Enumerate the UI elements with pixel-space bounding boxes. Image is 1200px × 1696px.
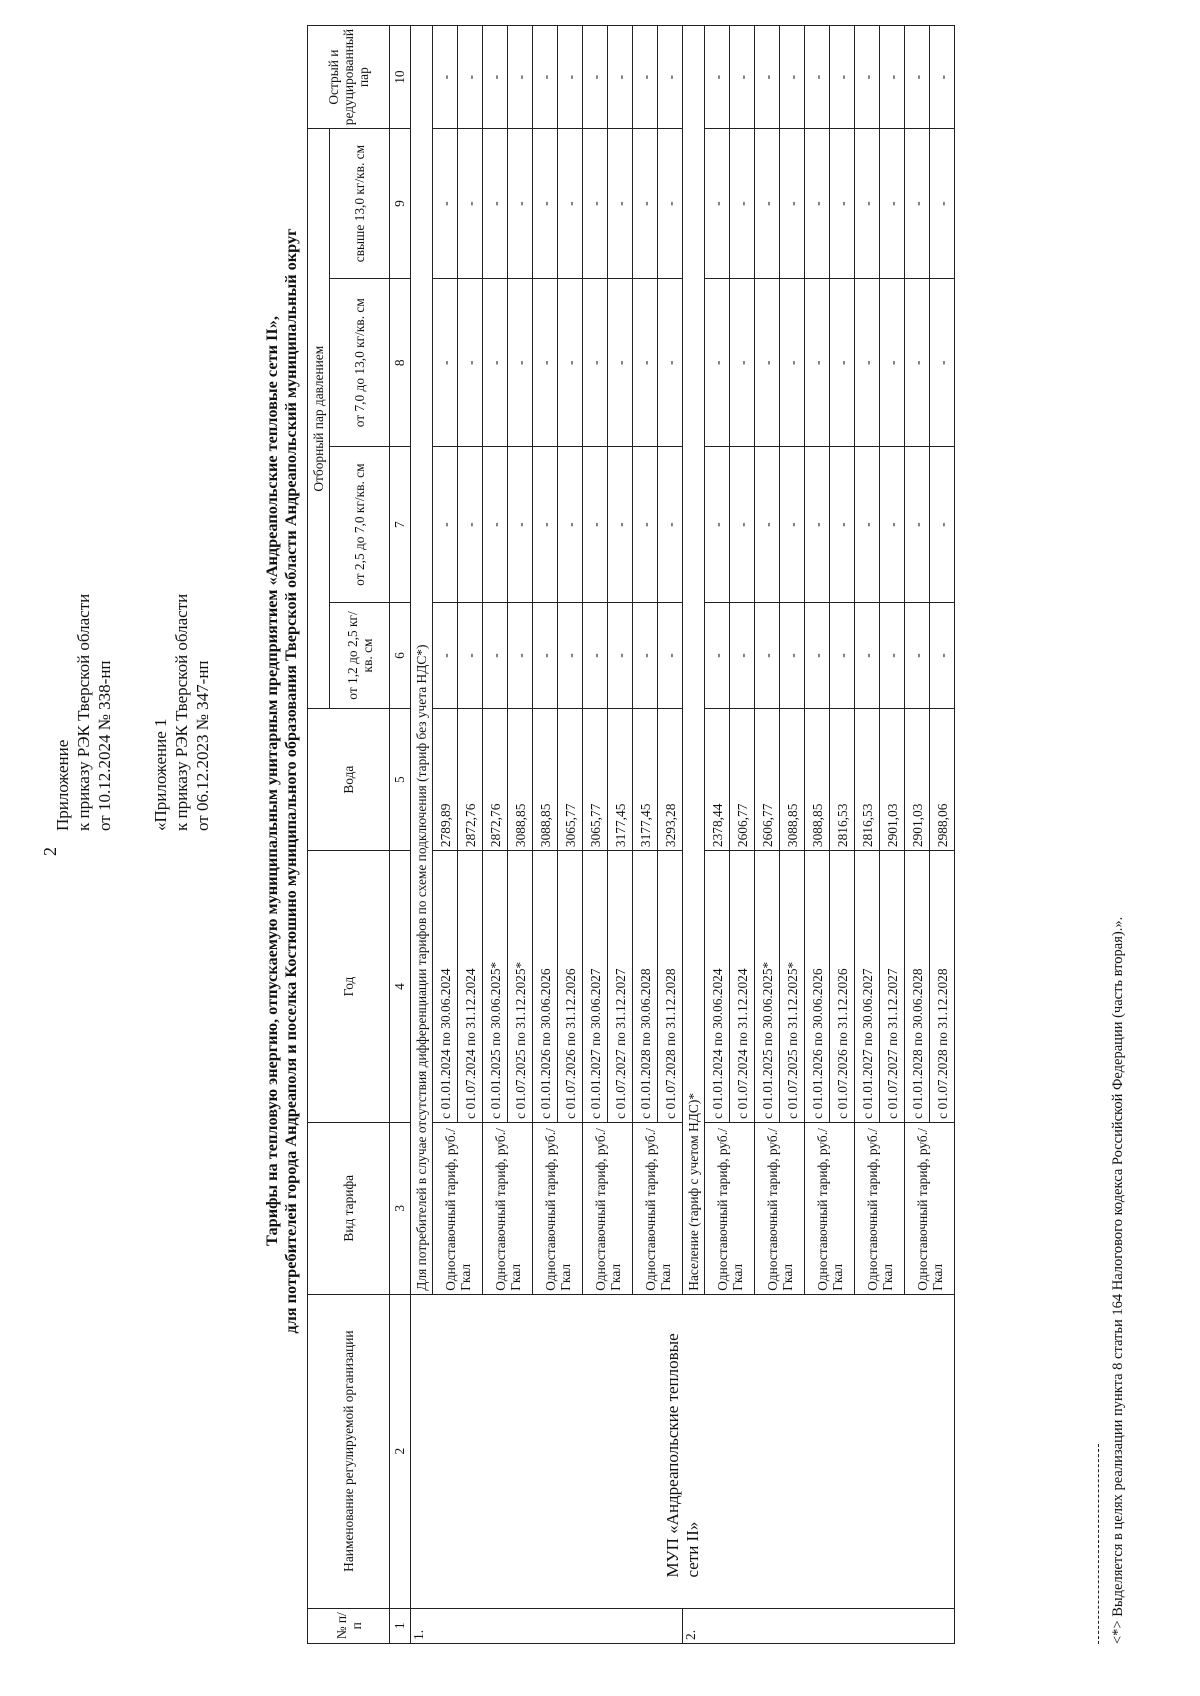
period: с 01.01.2026 по 30.06.2026	[805, 851, 830, 1123]
empty-value: -	[483, 278, 508, 447]
amended-appendix-header	[150, 594, 213, 831]
period: с 01.01.2026 по 30.06.2026	[533, 851, 558, 1123]
period: с 01.01.2025 по 30.06.2025*	[755, 851, 780, 1123]
column-number: 2	[390, 1294, 411, 1608]
empty-value: -	[730, 26, 755, 129]
column-number: 6	[390, 602, 411, 708]
empty-value: -	[633, 602, 658, 708]
empty-value: -	[433, 278, 458, 447]
water-tariff: 2606,77	[730, 709, 755, 851]
water-tariff: 3177,45	[633, 709, 658, 851]
page-number: 2	[40, 847, 60, 856]
empty-value: -	[633, 278, 658, 447]
empty-value: -	[705, 26, 730, 129]
empty-value: -	[633, 129, 658, 279]
empty-value: -	[583, 278, 608, 447]
empty-value: -	[558, 447, 583, 602]
empty-value: -	[458, 447, 483, 602]
empty-value: -	[533, 129, 558, 279]
empty-value: -	[558, 129, 583, 279]
empty-value: -	[633, 447, 658, 602]
period: с 01.07.2026 по 31.12.2026	[830, 851, 855, 1123]
water-tariff: 3088,85	[533, 709, 558, 851]
empty-value: -	[780, 278, 805, 447]
tariff-type: Одноставочный тариф, руб./Гкал	[533, 1122, 583, 1294]
period: с 01.07.2027 по 31.12.2027	[608, 851, 633, 1123]
empty-value: -	[658, 278, 683, 447]
empty-value: -	[508, 447, 533, 602]
empty-value: -	[433, 26, 458, 129]
empty-value: -	[658, 26, 683, 129]
empty-value: -	[755, 129, 780, 279]
empty-value: -	[558, 26, 583, 129]
period: с 01.01.2024 по 30.06.2024	[705, 851, 730, 1123]
empty-value: -	[508, 26, 533, 129]
empty-value: -	[730, 447, 755, 602]
period: с 01.01.2024 по 30.06.2024	[433, 851, 458, 1123]
appendix-line: к приказу РЭК Тверской области	[172, 593, 191, 831]
empty-value: -	[583, 447, 608, 602]
empty-value: -	[880, 278, 905, 447]
header-organization: Наименование регулируемой организации	[308, 1294, 390, 1608]
empty-value: -	[458, 278, 483, 447]
document-title	[262, 46, 300, 1516]
empty-value: -	[433, 447, 458, 602]
header-steam-1: от 1,2 до 2,5 кг/кв. см	[330, 602, 390, 708]
empty-value: -	[705, 129, 730, 279]
empty-value: -	[780, 447, 805, 602]
tariff-type: Одноставочный тариф, руб./Гкал	[483, 1122, 533, 1294]
appendix-line: «Приложение 1	[151, 718, 170, 831]
empty-value: -	[608, 129, 633, 279]
empty-value: -	[905, 129, 930, 279]
water-tariff: 2378,44	[705, 709, 730, 851]
water-tariff: 3293,28	[658, 709, 683, 851]
empty-value: -	[780, 26, 805, 129]
empty-value: -	[880, 602, 905, 708]
empty-value: -	[508, 278, 533, 447]
empty-value: -	[533, 447, 558, 602]
tariff-table-body	[411, 26, 955, 1644]
water-tariff: 2988,06	[930, 709, 955, 851]
empty-value: -	[458, 129, 483, 279]
empty-value: -	[583, 129, 608, 279]
section-number: 1.	[411, 1608, 683, 1643]
empty-value: -	[805, 26, 830, 129]
empty-value: -	[805, 447, 830, 602]
empty-value: -	[805, 278, 830, 447]
empty-value: -	[658, 602, 683, 708]
period: с 01.07.2025 по 31.12.2025*	[780, 851, 805, 1123]
water-tariff: 2816,53	[855, 709, 880, 851]
empty-value: -	[608, 278, 633, 447]
empty-value: -	[830, 129, 855, 279]
tariff-type: Одноставочный тариф, руб./Гкал	[583, 1122, 633, 1294]
footnote: <*> Выделяется в целях реализации пункта 8 статьи 164 Налогового кодекса Российской Федерации (часть вторая).».	[1110, 916, 1126, 1644]
empty-value: -	[705, 278, 730, 447]
empty-value: -	[755, 26, 780, 129]
empty-value: -	[608, 602, 633, 708]
period: с 01.07.2028 по 31.12.2028	[930, 851, 955, 1123]
empty-value: -	[805, 129, 830, 279]
empty-value: -	[930, 602, 955, 708]
empty-value: -	[855, 447, 880, 602]
empty-value: -	[755, 278, 780, 447]
empty-value: -	[880, 447, 905, 602]
empty-value: -	[880, 129, 905, 279]
title-line: Тарифы на тепловую энергию, отпускаемую муниципальным унитарным предприятием «Андреапольские тепловые сети II»,	[262, 316, 281, 1246]
organization-name: МУП «Андреапольские тепловые сети II»	[411, 1294, 955, 1608]
column-number: 8	[390, 278, 411, 447]
water-tariff: 2789,89	[433, 709, 458, 851]
header-steam-3: от 7,0 до 13,0 кг/кв. см	[330, 278, 390, 447]
section-label: Население (тариф с учетом НДС)*	[683, 26, 705, 1295]
section-label: Для потребителей в случае отсутствия дифференциации тарифов по схеме подключения (тариф без учета НДС*)	[411, 26, 433, 1295]
empty-value: -	[608, 447, 633, 602]
empty-value: -	[930, 26, 955, 129]
empty-value: -	[855, 129, 880, 279]
empty-value: -	[533, 26, 558, 129]
empty-value: -	[855, 26, 880, 129]
empty-value: -	[730, 602, 755, 708]
empty-value: -	[483, 129, 508, 279]
header-steam-2: от 2,5 до 7,0 кг/кв. см	[330, 447, 390, 602]
empty-value: -	[633, 26, 658, 129]
empty-value: -	[458, 602, 483, 708]
tariff-type: Одноставочный тариф, руб./Гкал	[905, 1122, 955, 1294]
column-number: 7	[390, 447, 411, 602]
empty-value: -	[780, 602, 805, 708]
empty-value: -	[830, 278, 855, 447]
empty-value: -	[583, 26, 608, 129]
appendix-line: к приказу РЭК Тверской области	[74, 593, 93, 831]
empty-value: -	[855, 278, 880, 447]
footnote-divider	[1098, 1444, 1099, 1644]
empty-value: -	[533, 602, 558, 708]
period: с 01.07.2024 по 31.12.2024	[458, 851, 483, 1123]
period: с 01.01.2027 по 30.06.2027	[583, 851, 608, 1123]
empty-value: -	[433, 602, 458, 708]
period: с 01.07.2027 по 31.12.2027	[880, 851, 905, 1123]
empty-value: -	[830, 602, 855, 708]
empty-value: -	[905, 447, 930, 602]
water-tariff: 2872,76	[483, 709, 508, 851]
column-number: 10	[390, 26, 411, 129]
water-tariff: 3177,45	[608, 709, 633, 851]
empty-value: -	[658, 447, 683, 602]
period: с 01.01.2028 по 30.06.2028	[905, 851, 930, 1123]
header-steam-4: свыше 13,0 кг/кв. см	[330, 129, 390, 279]
water-tariff: 3088,85	[508, 709, 533, 851]
water-tariff: 2872,76	[458, 709, 483, 851]
empty-value: -	[930, 278, 955, 447]
empty-value: -	[930, 129, 955, 279]
empty-value: -	[558, 278, 583, 447]
empty-value: -	[705, 447, 730, 602]
tariff-type: Одноставочный тариф, руб./Гкал	[855, 1122, 905, 1294]
column-number: 1	[390, 1608, 411, 1643]
period: с 01.07.2025 по 31.12.2025*	[508, 851, 533, 1123]
period: с 01.01.2027 по 30.06.2027	[855, 851, 880, 1123]
empty-value: -	[855, 602, 880, 708]
empty-value: -	[905, 26, 930, 129]
period: с 01.01.2028 по 30.06.2028	[633, 851, 658, 1123]
empty-value: -	[705, 602, 730, 708]
empty-value: -	[755, 602, 780, 708]
period: с 01.07.2026 по 31.12.2026	[558, 851, 583, 1123]
header-year: Год	[308, 851, 390, 1123]
header-water: Вода	[308, 709, 390, 851]
tariff-type: Одноставочный тариф, руб./Гкал	[755, 1122, 805, 1294]
empty-value: -	[508, 602, 533, 708]
header-steam-group: Отборный пар давлением	[308, 129, 330, 709]
empty-value: -	[830, 447, 855, 602]
empty-value: -	[780, 129, 805, 279]
header-sharp-steam: Острый и редуцированный пар	[308, 26, 390, 129]
header-tariff-type: Вид тарифа	[308, 1122, 390, 1294]
column-numbers-row	[390, 26, 411, 1644]
empty-value: -	[533, 278, 558, 447]
empty-value: -	[905, 602, 930, 708]
water-tariff: 3065,77	[583, 709, 608, 851]
period: с 01.01.2025 по 30.06.2025*	[483, 851, 508, 1123]
water-tariff: 2901,03	[905, 709, 930, 851]
empty-value: -	[805, 602, 830, 708]
tariff-type: Одноставочный тариф, руб./Гкал	[705, 1122, 755, 1294]
appendix-line: Приложение	[53, 739, 72, 831]
empty-value: -	[830, 26, 855, 129]
water-tariff: 3088,85	[805, 709, 830, 851]
column-number: 5	[390, 709, 411, 851]
empty-value: -	[483, 447, 508, 602]
section-row	[411, 26, 433, 1644]
empty-value: -	[558, 602, 583, 708]
empty-value: -	[730, 129, 755, 279]
water-tariff: 2606,77	[755, 709, 780, 851]
empty-value: -	[458, 26, 483, 129]
appendix-line: от 10.12.2024 № 338-нп	[95, 660, 114, 831]
empty-value: -	[608, 26, 633, 129]
tariff-type: Одноставочный тариф, руб./Гкал	[633, 1122, 683, 1294]
water-tariff: 3065,77	[558, 709, 583, 851]
water-tariff: 2816,53	[830, 709, 855, 851]
tariff-type: Одноставочный тариф, руб./Гкал	[805, 1122, 855, 1294]
tariff-type: Одноставочный тариф, руб./Гкал	[433, 1122, 483, 1294]
empty-value: -	[583, 602, 608, 708]
empty-value: -	[658, 129, 683, 279]
column-number: 3	[390, 1122, 411, 1294]
appendix-header	[52, 594, 115, 831]
empty-value: -	[930, 447, 955, 602]
water-tariff: 3088,85	[780, 709, 805, 851]
period: с 01.07.2024 по 31.12.2024	[730, 851, 755, 1123]
empty-value: -	[508, 129, 533, 279]
column-number: 9	[390, 129, 411, 279]
empty-value: -	[433, 129, 458, 279]
empty-value: -	[755, 447, 780, 602]
column-number: 4	[390, 851, 411, 1123]
header-num: № п/п	[308, 1608, 390, 1643]
period: с 01.07.2028 по 31.12.2028	[658, 851, 683, 1123]
water-tariff: 2901,03	[880, 709, 905, 851]
section-number: 2.	[683, 1608, 955, 1643]
empty-value: -	[905, 278, 930, 447]
empty-value: -	[483, 26, 508, 129]
title-line: для потребителей города Андреаполя и поселка Костюшино муниципального образования Тверской области Андреапольский муниципальный округ	[281, 228, 300, 1334]
empty-value: -	[880, 26, 905, 129]
empty-value: -	[730, 278, 755, 447]
tariff-table	[307, 25, 955, 1644]
empty-value: -	[483, 602, 508, 708]
appendix-line: от 06.12.2023 № 347-нп	[193, 660, 212, 831]
